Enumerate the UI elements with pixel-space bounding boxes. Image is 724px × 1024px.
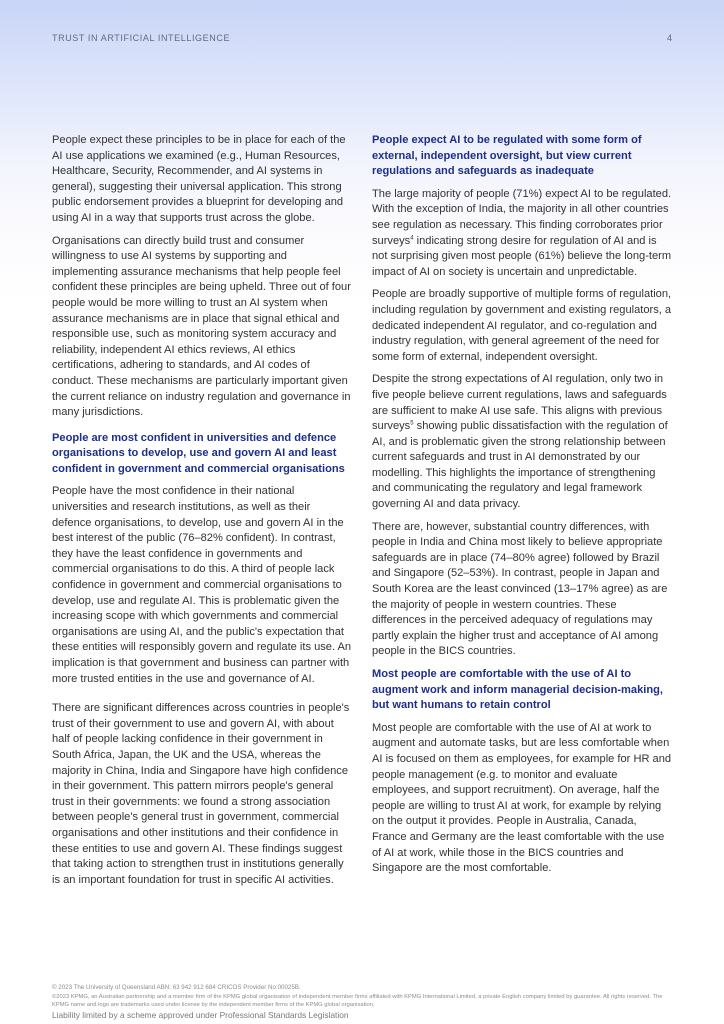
document-title: TRUST IN ARTIFICIAL INTELLIGENCE: [52, 33, 231, 43]
left-heading-1: People are most confident in universities and defence organisations to develop, use and govern AI and least confident in government and commercial organisations: [52, 431, 345, 475]
page-number: 4: [666, 33, 672, 43]
right-paragraph-1: The large majority of people (71%) expect AI to be regulated. With the exception of India, the majority in all other countries see regulation as necessary. This finding corroborates prior surveys$^4$ indicating strong desire for regulation of AI and is not surprising given most people (61%) believe the long-term impact of AI on society is uncertain and unpredictable.: [372, 187, 672, 278]
footnote-ref-4[interactable]: 4: [410, 234, 414, 241]
footer-liability: Liability limited by a scheme approved under Professional Standards Legislation: [52, 1010, 349, 1020]
page-header: [52, 33, 672, 47]
left-paragraph-3: People have the most confidence in their national universities and research institutions, as well as their defence organisations, to develop, use and govern AI in the best interest of the public (76–82% confident). In contrast, they have the least confidence in governments and commercial organisations to do this. A third of people lack confidence in government and commercial organisations to develop, use and regulate AI. This is problematic given the increasing scope with which governments and commercial organisations are using AI, and the public's expectation that these entities will responsibly govern and regulate its use. An implication is that government and business can partner with more trusted entities in the use and governance of AI.: [52, 485, 352, 685]
right-heading-1: People expect AI to be regulated with some form of external, independent oversight, but view current regulations and safeguards as inadequate: [372, 134, 642, 178]
right-paragraph-4: There are, however, substantial country differences, with people in India and China most likely to believe appropriate safeguards are in place (74–80% agree) followed by Brazil and Singapore (52–53%). In contrast, people in Japan and South Korea are the least convinced (13–17% agree) as are the majority of people in western countries. These differences in the perceived adequacy of regulations may partly explain the higher trust and acceptance of AI among people in the BICS countries.: [372, 520, 668, 658]
right-paragraph-2: People are broadly supportive of multiple forms of regulation, including regulation by government and existing regulators, a dedicated independent AI regulator, and co-regulation and industry regulation, with general agreement of the need for some form of external, independent oversight.: [372, 288, 672, 363]
right-heading-2: Most people are comfortable with the use of AI to augment work and inform managerial decision-making, but want humans to retain control: [372, 668, 663, 712]
right-column: [372, 133, 672, 884]
left-column: [52, 133, 352, 895]
left-paragraph-2: Organisations can directly build trust and consumer willingness to use AI systems by supporting and implementing assurance mechanisms that help people feel confident these principles are being upheld. Three out of four people would be more willing to trust an AI system when assurance mechanisms are in place that signal ethical and responsible use, such as monitoring system accuracy and reliability, independent AI ethics reviews, AI ethics certifications, adhering to standards, and AI codes of conduct. These mechanisms are particularly important given the current reliance on industry regulation and governance in many jurisdictions.: [52, 234, 351, 419]
left-paragraph-1: People expect these principles to be in place for each of the AI use applications we examined (e.g., Human Resources, Healthcare, Security, Recommender, and AI systems in general), suggesting their universal application. This strong public endorsement provides a blueprint for developing and using AI in a way that supports trust across the globe.: [52, 134, 346, 224]
right-paragraph-5: Most people are comfortable with the use of AI at work to augment and automate tasks, but are less comfortable when AI is focused on them as employees, for example for HR and people management (e.g. to monitor and evaluate employees, and support recruitment). On average, half the people are willing to trust AI at work, for example by relying on the output it provides. People in Australia, Canada, France and Germany are the least comfortable with the use of AI at work, while those in the BICS countries and Singapore are the most comfortable.: [372, 721, 672, 875]
right-paragraph-3: Despite the strong expectations of AI regulation, only two in five people believe current regulations, laws and safeguards are sufficient to make AI use safe. This aligns with previous surveys$^5$ showing public dissatisfaction with the regulation of AI, and is problematic given the strong relationship between current safeguards and trust in AI demonstrated by our modelling. This highlights the importance of strengthening and communicating the regulatory and legal framework governing AI and data privacy.: [372, 373, 668, 511]
footer-copyright-kpmg: ©2023 KPMG, an Australian partnership and a member firm of the KPMG global organisation of independent member firms affiliated with KPMG International Limited, a private English company limited by guarantee. All rights reserved. The KPMG name and logo are trademarks used under license by the independent member firms of the KPMG global organisation.: [52, 994, 663, 1008]
footnote-ref-5[interactable]: 5: [410, 420, 414, 427]
left-paragraph-4: There are significant differences across countries in people's trust of their government to use and govern AI, with about half of people lacking confidence in their government in South Africa, Japan, the UK and the USA, whereas the majority in China, India and Singapore have high confidence in their government. This pattern mirrors people's general trust in their governments: we found a strong association between people's general trust in government, commercial organisations and other institutions and their confidence in these entities to use and govern AI. These findings suggest that taking action to strengthen trust in institutions generally is an important foundation for trust in specific AI activities.: [52, 702, 350, 886]
page-footer: [52, 983, 672, 1021]
footer-copyright-uq: © 2023 The University of Queensland ABN: 63 942 912 684 CRICOS Provider No:00025B.: [52, 984, 301, 991]
